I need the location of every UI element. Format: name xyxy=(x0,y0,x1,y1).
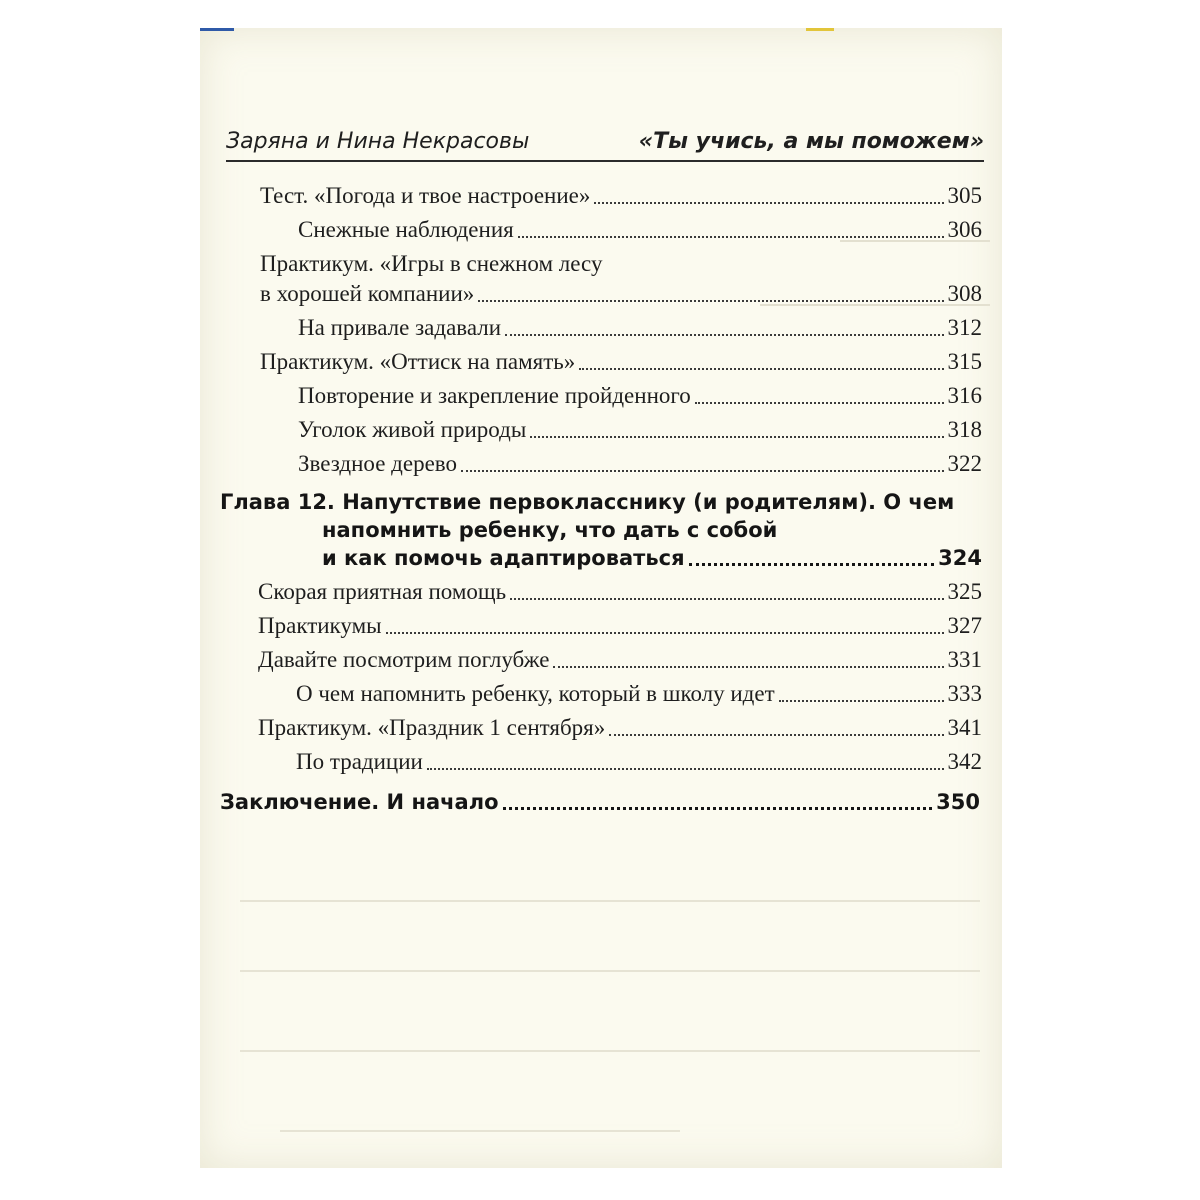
dot-leader xyxy=(553,666,943,668)
dot-leader xyxy=(503,807,933,810)
dot-leader xyxy=(461,470,944,472)
toc-entry xyxy=(260,182,982,210)
dot-leader xyxy=(609,734,943,736)
toc-entry xyxy=(298,416,982,444)
toc-entry xyxy=(258,578,982,606)
header-author: Заряна и Нина Некрасовы xyxy=(226,129,530,154)
toc-page-number: 342 xyxy=(947,749,982,774)
toc-entry-title: Повторение и закрепление пройденного xyxy=(298,383,691,408)
toc-entry-line1: Практикум. «Игры в снежном лесу xyxy=(260,251,603,276)
book-page xyxy=(200,28,1002,1168)
toc-entry-title: По традиции xyxy=(296,749,423,774)
toc-page-number: 350 xyxy=(936,790,980,814)
toc-entry xyxy=(258,714,982,742)
toc-page-number: 305 xyxy=(947,183,982,208)
dot-leader xyxy=(386,632,944,634)
toc-page-number: 327 xyxy=(947,613,982,638)
dot-leader xyxy=(518,236,944,238)
toc-entry xyxy=(260,280,982,308)
toc-page-number: 316 xyxy=(947,383,982,408)
toc-entry-title: Звездное дерево xyxy=(298,451,457,476)
toc-page-number: 312 xyxy=(947,315,982,340)
toc-page-number: 341 xyxy=(947,715,982,740)
toc-page-number: 306 xyxy=(947,217,982,242)
dot-leader xyxy=(695,402,944,404)
chapter-title-line1: Глава 12. Напутствие первокласснику (и родителям). О чем xyxy=(220,490,955,514)
toc-entry-title: Практикумы xyxy=(258,613,382,638)
toc-entry xyxy=(296,748,982,776)
toc-entry xyxy=(258,646,982,674)
toc-entry-title: О чем напомнить ребенку, который в школу идет xyxy=(296,681,775,706)
dot-leader xyxy=(530,436,943,438)
dot-leader xyxy=(505,334,943,336)
toc-entry-title: На привале задавали xyxy=(298,315,502,340)
toc-entry-title: в хорошей компании» xyxy=(260,281,475,306)
toc-entry-title: Практикум. «Оттиск на память» xyxy=(260,349,576,374)
toc-page-number: 308 xyxy=(947,281,982,306)
toc-page-number: 331 xyxy=(947,647,982,672)
header-book-title: «Ты учись, а мы поможем» xyxy=(638,129,984,154)
dot-leader xyxy=(478,300,943,302)
chapter-title-line3: и как помочь адаптироваться xyxy=(322,546,685,570)
toc-page-number: 322 xyxy=(947,451,982,476)
toc-page-number: 324 xyxy=(938,546,982,570)
dot-leader xyxy=(689,563,935,566)
dot-leader xyxy=(579,368,943,370)
toc-page-number: 318 xyxy=(947,417,982,442)
toc-entry xyxy=(258,612,982,640)
toc-entry-title: Заключение. И начало xyxy=(220,790,499,814)
chapter-title-line2: напомнить ребенку, что дать с собой xyxy=(322,518,778,542)
dot-leader xyxy=(427,768,944,770)
toc-entry xyxy=(296,680,982,708)
dot-leader xyxy=(510,598,943,600)
toc-entry-title: Тест. «Погода и твое настроение» xyxy=(260,183,591,208)
toc-entry xyxy=(298,216,982,244)
toc-entry-title: Давайте посмотрим поглубже xyxy=(258,647,550,672)
toc-entry xyxy=(298,314,982,342)
toc-entry-title: Уголок живой природы xyxy=(298,417,527,442)
table-of-contents xyxy=(200,28,1002,1168)
toc-conclusion-entry xyxy=(220,788,980,816)
toc-chapter-entry xyxy=(322,544,982,572)
toc-entry-title: Скорая приятная помощь xyxy=(258,579,507,604)
toc-entry-title: Практикум. «Праздник 1 сентября» xyxy=(258,715,606,740)
toc-entry xyxy=(260,348,982,376)
toc-entry xyxy=(298,382,982,410)
dot-leader xyxy=(779,700,944,702)
toc-page-number: 315 xyxy=(947,349,982,374)
toc-entry-title: Снежные наблюдения xyxy=(298,217,514,242)
dot-leader xyxy=(594,202,943,204)
toc-entry xyxy=(298,450,982,478)
toc-page-number: 325 xyxy=(947,579,982,604)
toc-page-number: 333 xyxy=(947,681,982,706)
